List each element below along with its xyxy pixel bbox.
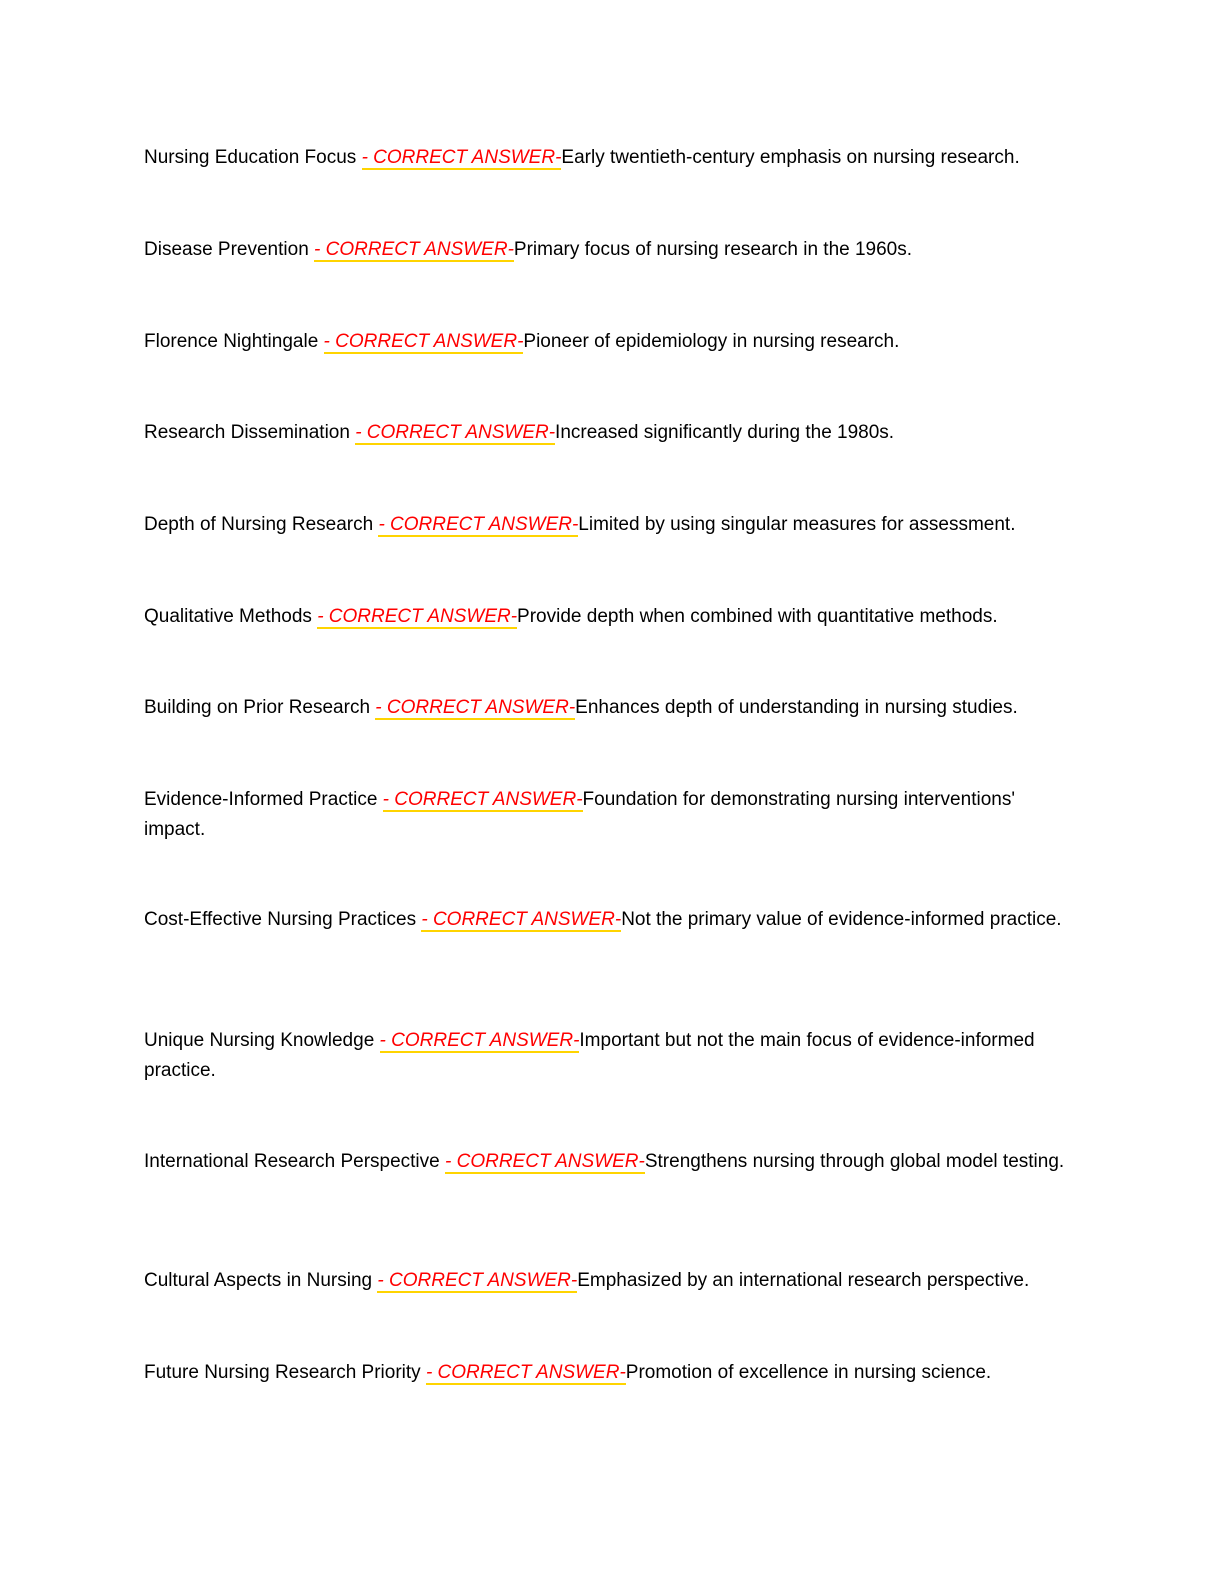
entry-term: Research Dissemination	[144, 422, 350, 443]
qa-entry	[144, 418, 1074, 448]
qa-entry	[144, 1147, 1074, 1177]
entry-definition: Early twentieth-century emphasis on nursing research.	[561, 147, 1020, 168]
entry-term: Building on Prior Research	[144, 697, 371, 718]
entry-definition: Provide depth when combined with quantitative methods.	[517, 606, 998, 627]
entry-term: International Research Perspective	[144, 1151, 440, 1172]
entry-term: Florence Nightingale	[144, 331, 319, 352]
entry-definition: Important but not the main focus of evidence-informed practice.	[144, 1030, 1035, 1081]
correct-answer-marker: - CORRECT ANSWER-	[421, 909, 622, 930]
qa-entry	[144, 510, 1074, 540]
correct-answer-marker: - CORRECT ANSWER-	[445, 1151, 645, 1172]
entry-definition: Enhances depth of understanding in nursing studies.	[575, 697, 1018, 718]
entry-definition: Promotion of excellence in nursing science.	[625, 1362, 992, 1383]
entry-term: Future Nursing Research Priority	[144, 1362, 421, 1383]
correct-answer-marker: - CORRECT ANSWER-	[378, 514, 579, 535]
entry-definition: Foundation for demonstrating nursing interventions' impact.	[144, 789, 1015, 840]
qa-entry	[144, 602, 1074, 632]
entry-term: Cost-Effective Nursing Practices	[144, 909, 417, 930]
entry-definition: Emphasized by an international research perspective.	[577, 1270, 1030, 1291]
correct-answer-marker: - CORRECT ANSWER-	[361, 147, 562, 168]
entry-term: Qualitative Methods	[144, 606, 312, 627]
entry-definition: Limited by using singular measures for assessment.	[578, 514, 1016, 535]
correct-answer-marker: - CORRECT ANSWER-	[379, 1030, 580, 1051]
qa-entry	[144, 785, 1074, 845]
entry-definition: Primary focus of nursing research in the 1960s.	[513, 239, 913, 260]
qa-entry	[144, 235, 1074, 265]
entry-term: Disease Prevention	[144, 239, 309, 260]
qa-entry	[144, 1026, 1074, 1086]
qa-entry	[144, 327, 1074, 357]
correct-answer-marker: - CORRECT ANSWER-	[314, 239, 514, 260]
qa-entry	[144, 693, 1074, 723]
correct-answer-marker: - CORRECT ANSWER-	[425, 1362, 626, 1383]
entry-definition: Strengthens nursing through global model testing.	[644, 1151, 1065, 1172]
correct-answer-marker: - CORRECT ANSWER-	[317, 606, 518, 627]
correct-answer-marker: - CORRECT ANSWER-	[382, 789, 583, 810]
qa-entry	[144, 1358, 1074, 1388]
qa-entry	[144, 143, 1074, 173]
correct-answer-marker: - CORRECT ANSWER-	[377, 1270, 578, 1291]
entry-term: Unique Nursing Knowledge	[144, 1030, 375, 1051]
correct-answer-marker: - CORRECT ANSWER-	[355, 422, 556, 443]
entry-term: Cultural Aspects in Nursing	[144, 1270, 373, 1291]
correct-answer-marker: - CORRECT ANSWER-	[323, 331, 524, 352]
entry-term: Evidence-Informed Practice	[144, 789, 378, 810]
entry-definition: Increased significantly during the 1980s.	[555, 422, 895, 443]
entry-term: Nursing Education Focus	[144, 147, 357, 168]
entry-definition: Not the primary value of evidence-informed practice.	[621, 909, 1062, 930]
entry-term: Depth of Nursing Research	[144, 514, 374, 535]
qa-entry	[144, 905, 1074, 935]
correct-answer-marker: - CORRECT ANSWER-	[375, 697, 576, 718]
qa-entry	[144, 1266, 1074, 1296]
entry-definition: Pioneer of epidemiology in nursing research.	[523, 331, 900, 352]
